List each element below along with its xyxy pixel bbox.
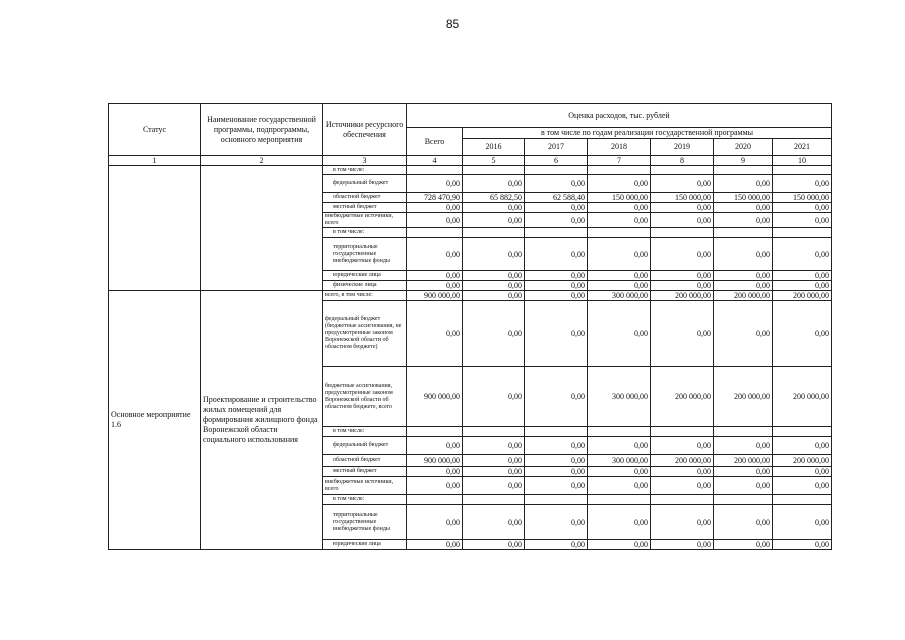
value-cell: 150 000,00 (714, 193, 773, 203)
value-cell (588, 228, 651, 238)
value-cell (773, 495, 832, 505)
status-cell: Основное мероприятие 1.6 (109, 291, 201, 550)
table-row (109, 166, 832, 175)
source-cell: федеральный бюджет (323, 437, 407, 455)
value-cell: 150 000,00 (773, 193, 832, 203)
value-cell: 0,00 (525, 291, 588, 301)
value-cell: 0,00 (463, 203, 525, 213)
value-cell: 900 000,00 (407, 291, 463, 301)
value-cell: 0,00 (588, 203, 651, 213)
source-cell: всего, в том числе: (323, 291, 407, 301)
source-cell: федеральный бюджет (323, 175, 407, 193)
value-cell (773, 166, 832, 175)
value-cell: 0,00 (407, 301, 463, 367)
value-cell: 0,00 (407, 203, 463, 213)
value-cell: 0,00 (714, 175, 773, 193)
name-cell: Проектирование и строительство жилых помещений для формирования жилищного фонда Воронежской области социального использования (201, 291, 323, 550)
value-cell: 65 882,50 (463, 193, 525, 203)
value-cell: 0,00 (407, 213, 463, 228)
value-cell: 0,00 (463, 367, 525, 427)
value-cell: 0,00 (714, 437, 773, 455)
value-cell (651, 495, 714, 505)
value-cell (773, 228, 832, 238)
value-cell: 0,00 (525, 367, 588, 427)
value-cell: 0,00 (588, 540, 651, 550)
value-cell (407, 427, 463, 437)
source-cell: бюджетные ассигнования, предусмотренные законом Воронежской области об областном бюджете, всего (323, 367, 407, 427)
value-cell (651, 166, 714, 175)
value-cell (525, 166, 588, 175)
value-cell (651, 228, 714, 238)
value-cell (714, 495, 773, 505)
source-cell: в том числе: (323, 228, 407, 238)
value-cell (588, 166, 651, 175)
header-year: 2017 (525, 139, 588, 156)
value-cell (407, 166, 463, 175)
value-cell: 0,00 (714, 301, 773, 367)
source-cell: внебюджетные источники, всего (323, 477, 407, 495)
value-cell: 200 000,00 (773, 291, 832, 301)
value-cell: 0,00 (773, 271, 832, 281)
name-cell (201, 166, 323, 291)
value-cell (525, 228, 588, 238)
value-cell: 0,00 (463, 291, 525, 301)
value-cell: 0,00 (525, 271, 588, 281)
value-cell: 200 000,00 (773, 455, 832, 467)
value-cell: 0,00 (714, 281, 773, 291)
source-cell: местный бюджет (323, 467, 407, 477)
value-cell: 200 000,00 (773, 367, 832, 427)
header-total: Всего (407, 128, 463, 156)
value-cell: 0,00 (525, 505, 588, 540)
value-cell: 0,00 (588, 213, 651, 228)
source-cell: юридические лица (323, 271, 407, 281)
value-cell: 0,00 (651, 203, 714, 213)
value-cell: 200 000,00 (714, 367, 773, 427)
value-cell: 0,00 (525, 467, 588, 477)
source-cell: областной бюджет (323, 455, 407, 467)
value-cell: 0,00 (651, 540, 714, 550)
value-cell: 0,00 (714, 505, 773, 540)
value-cell: 900 000,00 (407, 367, 463, 427)
column-number: 2 (201, 156, 323, 166)
value-cell: 0,00 (714, 540, 773, 550)
value-cell (463, 495, 525, 505)
value-cell: 0,00 (773, 505, 832, 540)
value-cell: 200 000,00 (714, 291, 773, 301)
source-cell: территориальные государственные внебюджетные фонды (323, 505, 407, 540)
source-cell: физические лица (323, 281, 407, 291)
value-cell (525, 495, 588, 505)
value-cell (463, 166, 525, 175)
value-cell: 0,00 (714, 203, 773, 213)
value-cell: 0,00 (773, 477, 832, 495)
value-cell: 0,00 (588, 271, 651, 281)
value-cell: 0,00 (525, 175, 588, 193)
column-number: 6 (525, 156, 588, 166)
header-year: 2021 (773, 139, 832, 156)
value-cell: 0,00 (773, 540, 832, 550)
value-cell: 0,00 (773, 467, 832, 477)
value-cell: 300 000,00 (588, 455, 651, 467)
value-cell: 0,00 (588, 505, 651, 540)
value-cell: 0,00 (407, 238, 463, 271)
budget-table (108, 103, 832, 550)
source-cell: в том числе: (323, 495, 407, 505)
value-cell: 0,00 (525, 455, 588, 467)
header-year: 2018 (588, 139, 651, 156)
value-cell: 0,00 (525, 238, 588, 271)
value-cell (525, 427, 588, 437)
value-cell: 0,00 (407, 175, 463, 193)
column-number: 8 (651, 156, 714, 166)
value-cell: 0,00 (463, 540, 525, 550)
source-cell: территориальные государственные внебюджетные фонды (323, 238, 407, 271)
column-number: 7 (588, 156, 651, 166)
column-number: 10 (773, 156, 832, 166)
value-cell: 0,00 (463, 301, 525, 367)
value-cell: 0,00 (463, 477, 525, 495)
value-cell: 0,00 (714, 271, 773, 281)
value-cell: 0,00 (407, 281, 463, 291)
source-cell: в том числе: (323, 166, 407, 175)
value-cell: 200 000,00 (714, 455, 773, 467)
value-cell (773, 427, 832, 437)
header-sources: Источники ресурсного обеспечения (323, 104, 407, 156)
value-cell: 0,00 (773, 203, 832, 213)
column-number: 3 (323, 156, 407, 166)
value-cell: 0,00 (588, 281, 651, 291)
value-cell: 0,00 (773, 437, 832, 455)
column-number: 9 (714, 156, 773, 166)
header-year: 2020 (714, 139, 773, 156)
value-cell: 0,00 (773, 175, 832, 193)
source-cell: местный бюджет (323, 203, 407, 213)
value-cell (714, 228, 773, 238)
value-cell: 0,00 (588, 175, 651, 193)
value-cell: 0,00 (651, 477, 714, 495)
value-cell (463, 228, 525, 238)
status-cell (109, 166, 201, 291)
value-cell: 0,00 (463, 455, 525, 467)
value-cell (588, 495, 651, 505)
value-cell: 728 470,90 (407, 193, 463, 203)
value-cell: 0,00 (651, 281, 714, 291)
value-cell: 0,00 (714, 477, 773, 495)
value-cell: 0,00 (525, 281, 588, 291)
value-cell: 900 000,00 (407, 455, 463, 467)
header-status: Статус (109, 104, 201, 156)
value-cell: 0,00 (773, 281, 832, 291)
header-estimate: Оценка расходов, тыс. рублей (407, 104, 832, 128)
value-cell: 0,00 (651, 437, 714, 455)
value-cell: 0,00 (463, 505, 525, 540)
value-cell (588, 427, 651, 437)
source-cell: юридические лица (323, 540, 407, 550)
source-cell: федеральный бюджет (бюджетные ассигнования, не предусмотренные законом Воронежской области об областном бюджете) (323, 301, 407, 367)
column-number: 1 (109, 156, 201, 166)
value-cell: 0,00 (588, 301, 651, 367)
value-cell: 0,00 (651, 271, 714, 281)
header-by-years: в том числе по годам реализации государственной программы (463, 128, 832, 139)
value-cell: 0,00 (463, 238, 525, 271)
value-cell: 0,00 (525, 540, 588, 550)
value-cell: 0,00 (463, 467, 525, 477)
value-cell: 0,00 (463, 175, 525, 193)
value-cell: 0,00 (407, 467, 463, 477)
header-year: 2016 (463, 139, 525, 156)
value-cell: 200 000,00 (651, 455, 714, 467)
value-cell (407, 228, 463, 238)
value-cell: 0,00 (773, 213, 832, 228)
value-cell: 300 000,00 (588, 291, 651, 301)
page-number: 85 (445, 17, 460, 31)
value-cell: 200 000,00 (651, 291, 714, 301)
source-cell: в том числе: (323, 427, 407, 437)
header-name: Наименование государственной программы, подпрограммы, основного мероприятия (201, 104, 323, 156)
value-cell: 0,00 (407, 437, 463, 455)
value-cell: 0,00 (525, 301, 588, 367)
value-cell: 0,00 (773, 238, 832, 271)
value-cell: 0,00 (651, 301, 714, 367)
value-cell: 0,00 (525, 477, 588, 495)
value-cell: 0,00 (588, 238, 651, 271)
value-cell: 0,00 (714, 213, 773, 228)
value-cell: 0,00 (407, 505, 463, 540)
value-cell: 200 000,00 (651, 367, 714, 427)
value-cell: 0,00 (525, 203, 588, 213)
value-cell: 0,00 (651, 505, 714, 540)
value-cell: 0,00 (525, 213, 588, 228)
value-cell: 0,00 (407, 271, 463, 281)
value-cell: 62 588,40 (525, 193, 588, 203)
value-cell: 0,00 (714, 467, 773, 477)
header-year: 2019 (651, 139, 714, 156)
value-cell: 150 000,00 (651, 193, 714, 203)
source-cell: областной бюджет (323, 193, 407, 203)
value-cell: 0,00 (463, 281, 525, 291)
value-cell (407, 495, 463, 505)
column-number: 4 (407, 156, 463, 166)
value-cell (714, 166, 773, 175)
value-cell: 150 000,00 (588, 193, 651, 203)
value-cell: 0,00 (588, 437, 651, 455)
value-cell: 0,00 (651, 467, 714, 477)
value-cell: 0,00 (407, 540, 463, 550)
value-cell (714, 427, 773, 437)
value-cell: 0,00 (651, 213, 714, 228)
value-cell: 0,00 (651, 175, 714, 193)
value-cell: 0,00 (714, 238, 773, 271)
value-cell: 0,00 (588, 467, 651, 477)
value-cell: 0,00 (463, 437, 525, 455)
value-cell (463, 427, 525, 437)
value-cell: 0,00 (407, 477, 463, 495)
column-number: 5 (463, 156, 525, 166)
value-cell: 0,00 (773, 301, 832, 367)
value-cell: 0,00 (463, 213, 525, 228)
source-cell: внебюджетные источники, всего (323, 213, 407, 228)
value-cell: 300 000,00 (588, 367, 651, 427)
value-cell: 0,00 (525, 437, 588, 455)
value-cell: 0,00 (588, 477, 651, 495)
table-row (109, 291, 832, 301)
value-cell (651, 427, 714, 437)
value-cell: 0,00 (463, 271, 525, 281)
value-cell: 0,00 (651, 238, 714, 271)
